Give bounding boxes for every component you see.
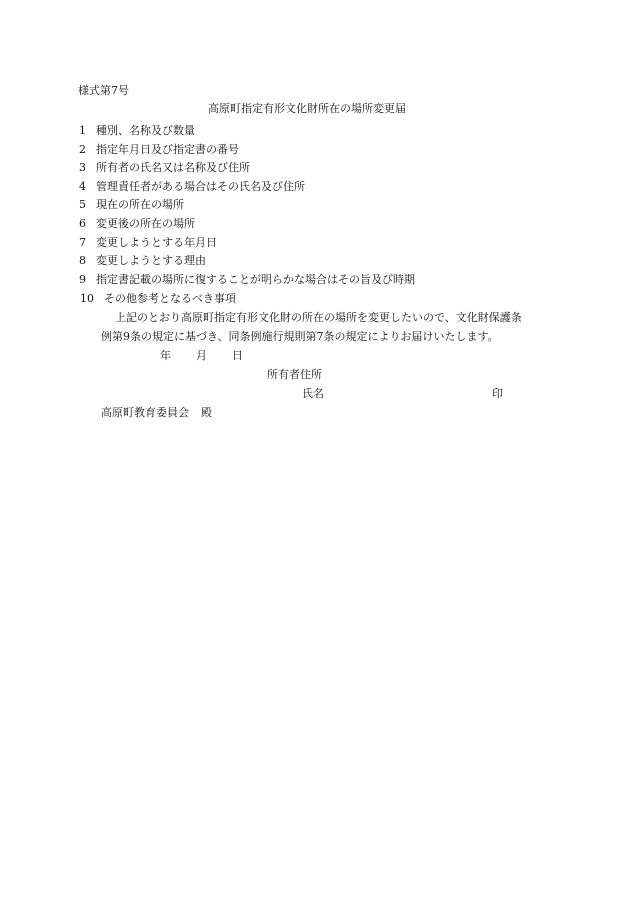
list-item: [66, 273, 415, 287]
item-text: 現在の所在の場所: [96, 198, 184, 211]
statement-line-2: 例第9条の規定に基づき、同条例施行規則第7条の規定によりお届けいたします。: [101, 330, 499, 343]
recipient-line: [101, 406, 212, 420]
list-item: [66, 124, 195, 138]
list-item: [66, 236, 217, 250]
item-number: 4: [79, 180, 86, 193]
date-day-label: 日: [232, 349, 243, 362]
item-text: その他参考となるべき事項: [104, 292, 236, 305]
item-text: 指定年月日及び指定書の番号: [96, 143, 239, 156]
list-item: [66, 143, 239, 157]
list-item: [66, 161, 250, 175]
item-number: 1: [79, 124, 86, 137]
date-year-label: 年: [160, 349, 171, 362]
item-number: 7: [79, 236, 86, 249]
item-text: 所有者の氏名又は名称及び住所: [96, 161, 250, 174]
list-item: [66, 217, 195, 231]
item-number: 3: [79, 161, 86, 174]
item-text: 変更後の所在の場所: [96, 217, 195, 230]
list-item: [66, 254, 206, 268]
item-text: 種別、名称及び数量: [96, 124, 195, 137]
item-text: 指定書記載の場所に復することが明らかな場合はその旨及び時期: [96, 273, 415, 286]
item-number: 8: [79, 254, 86, 267]
item-text: 変更しようとする年月日: [96, 236, 217, 249]
item-number: 2: [79, 143, 86, 156]
item-number: 9: [79, 273, 86, 286]
item-number: 10: [80, 292, 94, 305]
item-text: 変更しようとする理由: [96, 254, 206, 267]
list-item: [80, 292, 236, 306]
owner-address-label: 所有者住所: [267, 368, 322, 381]
item-number: 5: [79, 198, 86, 211]
document-title: 高原町指定有形文化財所在の場所変更届: [208, 102, 406, 115]
recipient-name: 高原町教育委員会: [101, 406, 189, 419]
list-item: [66, 198, 184, 212]
item-text: 管理責任者がある場合はその氏名及び住所: [96, 180, 305, 193]
owner-name-label: 氏名: [302, 387, 324, 400]
item-number: 6: [79, 217, 86, 230]
form-number: 様式第7号: [78, 84, 129, 97]
seal-mark: 印: [492, 387, 503, 400]
date-month-label: 月: [196, 349, 207, 362]
recipient-honorific: 殿: [201, 406, 212, 419]
statement-line-1: 上記のとおり高原町指定有形文化財の所在の場所を変更したいので、文化財保護条: [115, 311, 522, 324]
list-item: [66, 180, 305, 194]
